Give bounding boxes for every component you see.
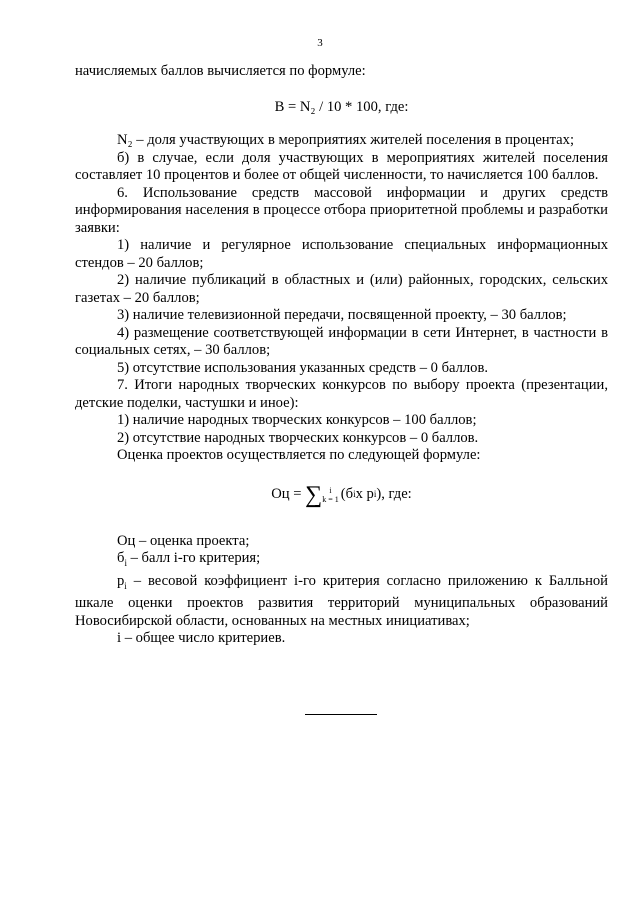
intro-line: начисляемых баллов вычисляется по формуле: xyxy=(75,63,366,79)
sum-limits xyxy=(322,486,339,504)
definition-oc: Оц – оценка проекта; xyxy=(117,532,250,549)
formula-oc xyxy=(75,481,608,508)
sum-upper: i xyxy=(329,485,332,495)
paragraph: N₂ – доля участвующих в мероприятиях жителей поселения в процентах; xyxy=(117,132,575,148)
formula-pi-sub: i xyxy=(373,488,377,499)
paragraph: 1) наличие народных творческих конкурсов – 100 баллов; xyxy=(117,412,477,428)
definition-p xyxy=(75,573,608,631)
definition-i: i – общее число критериев. xyxy=(117,630,286,646)
paragraph: Оценка проектов осуществляется по следующей формуле: xyxy=(117,447,481,463)
paragraph: б) в случае, если доля участвующих в мероприятиях жителей поселения составляет 10 процентов и более от общей численности, то начисляется 100 баллов. xyxy=(75,149,608,183)
sum-lower: k = 1 xyxy=(322,494,339,504)
paragraph: 2) отсутствие народных творческих конкурсов – 0 баллов. xyxy=(117,429,479,446)
formula-mult: x р xyxy=(355,485,374,502)
formula-close: ) xyxy=(376,485,382,502)
paragraph: 5) отсутствие использования указанных средств – 0 баллов. xyxy=(117,359,489,376)
sum-symbol: ∑ xyxy=(305,481,323,508)
paragraph: 2) наличие публикаций в областных и (или) районных, городских, сельских газетах – 20 баллов; xyxy=(75,272,608,306)
formula-b: B = N₂ / 10 * 100, где: xyxy=(274,98,409,115)
def-b-text: – балл i-го критерия; xyxy=(126,550,261,566)
formula-bi-sub: i xyxy=(353,488,356,499)
paragraph: 7. Итоги народных творческих конкурсов по выбору проекта (презентации, детские поделки, частушки и иное): xyxy=(75,377,608,411)
def-p-sub: i xyxy=(124,580,127,591)
paragraph: 1) наличие и регулярное использование специальных информационных стендов – 20 баллов; xyxy=(75,237,608,271)
definition-b xyxy=(75,550,608,573)
def-b-symbol: б xyxy=(117,550,125,566)
paragraph: 3) наличие телевизионной передачи, посвященной проекту, – 30 баллов; xyxy=(117,307,567,323)
paragraph: 4) размещение соответствующей информации в сети Интернет, в частности в социальных сетях, – 30 баллов; xyxy=(75,324,608,358)
def-p-text: – весовой коэффициент i-го критерия согласно приложению к Балльной шкале оценки проектов развития территорий муниципальных образований Новосибирской области, основанных на местных инициативах; xyxy=(75,572,608,629)
document-body xyxy=(75,63,608,648)
formula-lhs: Оц = xyxy=(271,485,302,502)
end-rule xyxy=(305,714,377,715)
def-p-symbol: р xyxy=(117,572,125,589)
paragraph: 6. Использование средств массовой информации и других средств информирования населения в процессе отбора приоритетной проблемы и разработки заявки: xyxy=(75,184,608,236)
formula-open: (б xyxy=(340,485,354,502)
formula-tail: , где: xyxy=(381,485,412,502)
def-b-sub: i xyxy=(124,558,127,568)
page-number: 3 xyxy=(317,37,323,49)
